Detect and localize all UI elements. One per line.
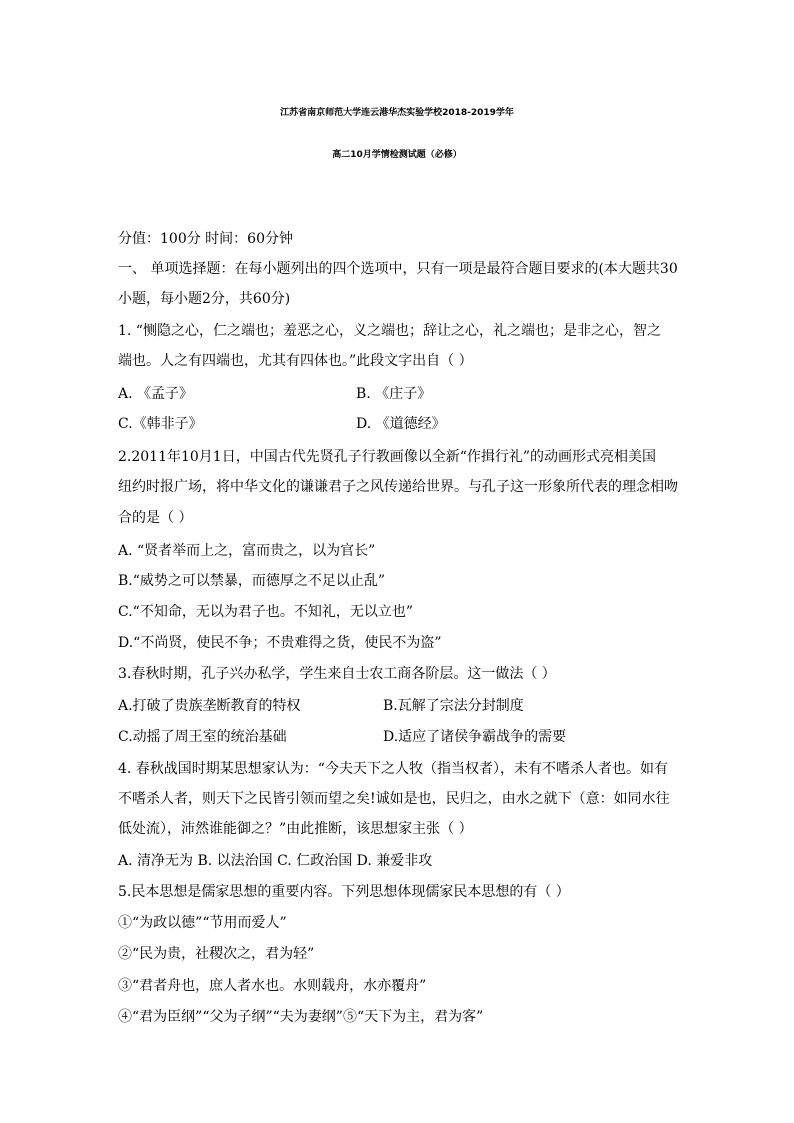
question-3-option-a: A.打破了贵族垄断教育的特权 xyxy=(118,698,301,714)
question-1-option-a: A. 《孟子》 xyxy=(118,386,194,402)
question-1-stem-line-2: 端也。人之有四端也，尤其有四体也。”此段文字出自（ ） xyxy=(118,353,473,369)
question-5-stem: 5.民本思想是儒家思想的重要内容。下列思想体现儒家民本思想的有（ ） xyxy=(118,884,570,900)
question-1-option-c: C.《韩非子》 xyxy=(118,416,203,432)
question-2-option-c: C.“不知命，无以为君子也。不知礼，无以立也” xyxy=(118,604,413,620)
question-2-option-a: A. “贤者举而上之，富而贵之，以为官长” xyxy=(118,543,376,559)
section-heading-line-2: 小题，每小题2分，共60分) xyxy=(118,291,291,307)
question-4-stem-line-2: 不嗜杀人者，则天下之民皆引领而望之矣!诚如是也，民归之，由水之就下（意：如同水往 xyxy=(118,791,670,807)
section-heading-line-1: 一、 单项选择题：在每小题列出的四个选项中，只有一项是最符合题目要求的(本大题共30 xyxy=(118,261,678,277)
question-1-option-d: D. 《道德经》 xyxy=(356,416,446,432)
question-3-option-b: B.瓦解了宗法分封制度 xyxy=(383,698,524,714)
question-5-item-4-5: ④“君为臣纲”“父为子纲”“夫为妻纲”⑤“天下为主，君为客” xyxy=(118,1009,484,1025)
exam-title-line-1: 江苏省南京师范大学连云港华杰实验学校2018-2019学年 xyxy=(280,108,514,118)
question-4-stem-line-3: 低处流），沛然谁能御之？”由此推断，该思想家主张（ ） xyxy=(118,821,473,837)
question-2-stem-line-3: 合的是（ ） xyxy=(118,510,193,526)
score-time-info: 分值：100分 时间：60分钟 xyxy=(118,231,293,247)
question-3-stem: 3.春秋时期，孔子兴办私学，学生来自士农工商各阶层。这一做法（ ） xyxy=(118,666,556,682)
question-1-stem-line-1: 1. “恻隐之心，仁之端也；羞恶之心，义之端也；辞让之心，礼之端也；是非之心，智之 xyxy=(118,323,661,339)
question-4-stem-line-1: 4. 春秋战国时期某思想家认为：“今夫天下之人牧（指当权者），未有不嗜杀人者也。如有 xyxy=(118,761,668,777)
question-5-item-3: ③“君者舟也，庶人者水也。水则载舟，水亦覆舟” xyxy=(118,978,427,994)
question-4-options: A. 清净无为 B. 以法治国 C. 仁政治国 D. 兼爱非攻 xyxy=(118,853,433,869)
question-2-option-d: D.“不尚贤，使民不争；不贵难得之货，使民不为盗” xyxy=(118,635,442,651)
question-2-stem-line-2: 纽约时报广场，将中华文化的谦谦君子之风传递给世界。与孔子这一形象所代表的理念相吻 xyxy=(118,479,678,495)
question-5-item-1: ①“为政以德”“节用而爱人” xyxy=(118,915,287,931)
question-3-option-c: C.动摇了周王室的统治基础 xyxy=(118,729,287,745)
exam-title-line-2: 高二10月学情检测试题（必修） xyxy=(332,150,462,160)
question-3-option-d: D.适应了诸侯争霸战争的需要 xyxy=(383,729,567,745)
question-2-option-b: B.“威势之可以禁暴，而德厚之不足以止乱” xyxy=(118,573,386,589)
question-2-stem-line-1: 2.2011年10月1日，中国古代先贤孔子行教画像以全新“作揖行礼”的动画形式亮相美国 xyxy=(118,449,657,465)
question-1-option-b: B. 《庄子》 xyxy=(356,386,432,402)
question-5-item-2: ②“民为贵，社稷次之，君为轻” xyxy=(118,946,315,962)
